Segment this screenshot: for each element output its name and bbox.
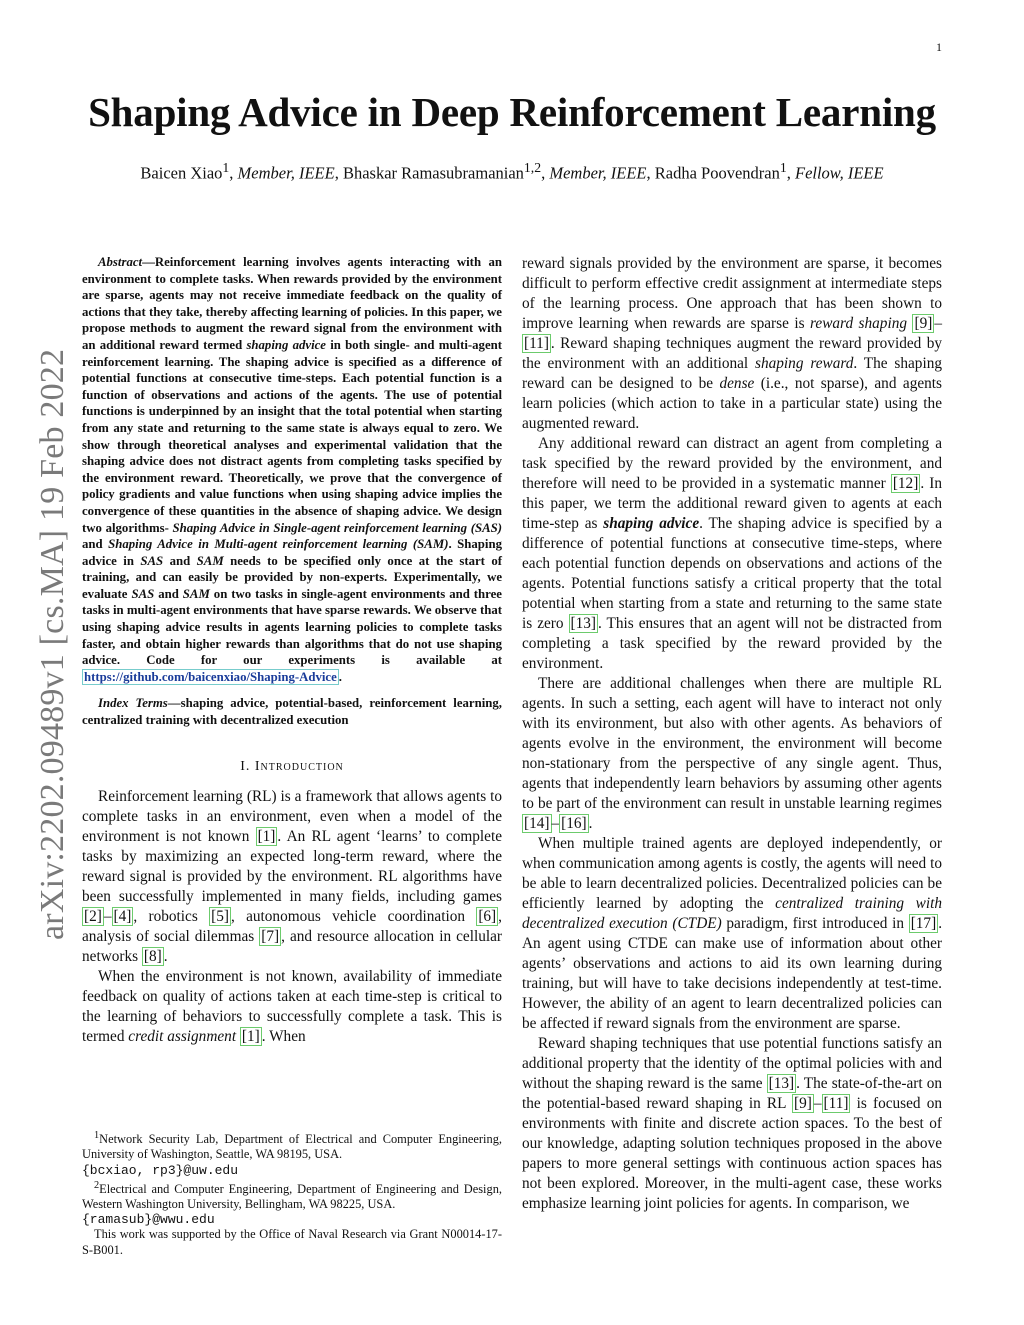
citation-link[interactable]: [12] [892, 475, 919, 492]
text: When multiple trained agents are deployed independently, or when communication among agents is costly, the agents will need to be able to learn decentralized policies. Decentralized policies can be efficiently learned by adopting the [522, 835, 942, 912]
text: – [813, 1095, 822, 1112]
abstract-emph: Shaping Advice in Multi-agent reinforcement learning (SAM) [108, 537, 449, 552]
text: – [103, 907, 112, 925]
abstract-emph: SAM [196, 553, 224, 568]
abstract-text: and [82, 537, 109, 552]
citation-link[interactable]: [11] [823, 1095, 849, 1112]
left-column [82, 254, 502, 1047]
citation-link[interactable]: [1] [241, 1027, 260, 1045]
abstract-text: and [163, 553, 197, 568]
index-terms-label: Index Terms [98, 696, 168, 711]
abstract-text: —Reinforcement learning involves agents interacting with an environment to complete tasks. When rewards provided by the environment are sparse, agents may not receive immediate feedback on the quality of actions that they take, thereby affecting learning of policies. In this paper, we propose methods to augment the reward signal from the environment with an additional reward termed [82, 255, 502, 352]
intro-paragraph-2 [82, 967, 502, 1047]
footnote-mark: 1 [94, 1130, 100, 1141]
abstract-emph: SAM [182, 586, 210, 601]
abstract-emph: shaping advice [246, 337, 326, 352]
text: , robotics [133, 907, 210, 925]
abstract-emph: SAS [140, 553, 164, 568]
intro-paragraph-1 [82, 787, 502, 967]
text: . The shaping reward can be designed to be [522, 355, 942, 392]
body-paragraph [522, 434, 942, 674]
index-terms-text: —shaping advice, potential-based, reinforcement learning, centralized training with decentralized execution [82, 696, 503, 728]
citation-link[interactable]: [14] [524, 815, 550, 832]
footnote-2 [82, 1178, 502, 1228]
index-terms [82, 695, 502, 728]
citation-link[interactable]: [5] [211, 907, 229, 925]
author-name: Baicen Xiao [140, 163, 223, 183]
emph-term: shaping advice [603, 515, 700, 532]
arxiv-stamp[interactable]: arXiv:2202.09489v1 [cs.MA] 19 Feb 2022 [34, 348, 71, 940]
footnotes [82, 1128, 502, 1258]
citation-link[interactable]: [6] [478, 907, 497, 925]
text: There are additional challenges when there are multiple RL agents. In such a setting, each agent will have to interact not only with its environment, but also with other agents. As behaviors of agents evolve in the environment, the environment will become non-stationary from the perspective of any single agent. Thus, agents that independently learn behaviors by assuming other agents to be part of the environment can result in unstable learning regimes [522, 675, 942, 812]
citation-link[interactable]: [9] [794, 1095, 812, 1112]
author-role: Member, IEEE [237, 163, 335, 183]
text: – [551, 815, 560, 832]
citation-link[interactable]: [9] [914, 315, 933, 332]
text: . The shaping advice is specified by a difference of potential functions at consecutive time-steps, where each potential function depends on observations and actions of the agents. Potential functions satisfy a critical property that the total potential when starting from a state and returning to the same state is zero [522, 515, 942, 632]
text: – [934, 315, 942, 332]
text: Reward shaping techniques that use potential functions satisfy an additional property that the identity of the optimal policies with and without the shaping reward is the same [522, 1035, 942, 1092]
abstract-text: . [338, 669, 342, 684]
text: . This ensures that an agent will not be distracted from completing a task specified by the reward provided by the environment. [522, 615, 942, 672]
footnote-mark: 2 [94, 1179, 100, 1191]
paper-title: Shaping Advice in Deep Reinforcement Learning [88, 89, 936, 135]
author-role: Member, IEEE [549, 163, 647, 183]
text: , and resource allocation in cellular networks [82, 927, 502, 965]
emph-term: centralized training with decentralized execution (CTDE) [522, 895, 942, 932]
emph-term: reward shaping [810, 315, 908, 332]
citation-link[interactable]: [16] [561, 815, 587, 832]
author-line: Baicen Xiao$^1$, Member, IEEE, Bhaskar Ramasubramanian$^{1,2}$, Member, IEEE, Radha Poovendran$^1$, Fellow, IEEE [140, 160, 884, 183]
abstract-text: in both single- and multi-agent reinforcement learning. The shaping advice is specified as a difference of potential functions at consecutive time-steps. Each potential function is a function of observations and actions of the agents. The use of potential functions is underpinned by an insight that the total potential when starting from any state and returning to the same state is always equal to zero. We show through theoretical analyses and experimental validation that the shaping advice does not distract agents from completing tasks specified by the environment reward. Theoretically, we prove that the convergence of policy gradients and value functions when using shaping advice implies the convergence of these quantities in the absence of shaping advice. We design two algorithms- [82, 337, 503, 535]
footnote-1 [82, 1128, 502, 1178]
email: {bcxiao, rp3}@uw.edu [82, 1162, 239, 1178]
text: . [163, 947, 168, 965]
email: {ramasub}@wwu.edu [82, 1212, 215, 1228]
citation-link[interactable]: [8] [143, 947, 162, 965]
text: . [588, 815, 593, 832]
emph-term: shaping reward [755, 355, 854, 372]
footnote-text: Electrical and Computer Engineering, Department of Engineering and Design, Western Washington University, Bellingham, WA 98225, USA. [82, 1181, 502, 1212]
affiliation-mark: 1,2 [523, 160, 542, 175]
citation-link[interactable]: [13] [570, 615, 597, 632]
text: paradigm, first introduced in [721, 915, 909, 932]
text: (i.e., not sparse), and agents learn policies (which action to take in a particular state) using the augmented reward. [522, 375, 942, 432]
author-role: Fellow, IEEE [794, 163, 884, 183]
page-number: 1 [936, 40, 942, 54]
affiliation-mark: 1 [779, 160, 787, 175]
abstract-emph: SAS [131, 586, 155, 601]
text: Reinforcement learning (RL) is a framework that allows agents to complete tasks in an environment, even when a model of the environment is not known [82, 787, 502, 845]
text: . The state-of-the-art on the potential-based reward shaping in RL [522, 1075, 942, 1112]
text: . An RL agent ‘learns’ to complete tasks by maximizing an expected long-term reward, where the reward signal is provided by the environment. RL algorithms have been successfully implemented in many fields, including games [82, 827, 502, 905]
text: . In this paper, we term the additional reward given to agents at each time-step as [522, 475, 942, 532]
emph-term: credit assignment [128, 1027, 237, 1045]
funding-note: This work was supported by the Office of Naval Research via Grant N00014-17-S-B001. [82, 1227, 502, 1257]
author-name: Bhaskar Ramasubramanian [342, 163, 524, 183]
citation-link[interactable]: [13] [768, 1075, 795, 1092]
text: When the environment is not known, availability of immediate feedback on quality of actions taken at each time-step is critical to the learning of behaviors to successfully complete a task. This is termed [82, 967, 502, 1045]
citation-link[interactable]: [7] [261, 927, 280, 945]
text: . Reward shaping techniques augment the reward provided by the environment with an additional [522, 335, 942, 372]
abstract-emph: Shaping Advice in Single-agent reinforcement learning (SAS) [172, 520, 502, 535]
abstract-text: needs to be specified only once at the start of training, and can easily be provided by non-experts. Experimentally, we evaluate [82, 553, 503, 601]
text: Any additional reward can distract an agent from completing a task specified by the reward provided by the environment, and therefore will need to be provided in a systematic manner [522, 435, 942, 492]
author-name: Radha Poovendran [654, 163, 780, 183]
right-column [522, 254, 942, 1214]
abstract-text: . Shaping advice in [82, 537, 502, 568]
citation-link[interactable]: [11] [524, 335, 549, 352]
citation-link[interactable]: [4] [113, 907, 132, 925]
footnote-text: Network Security Lab, Department of Electrical and Computer Engineering, University of Washington, Seattle, WA 98195, USA. [82, 1132, 502, 1162]
abstract [82, 254, 502, 685]
text: . When [261, 1027, 306, 1045]
citation-link[interactable]: [1] [257, 827, 276, 845]
body-paragraph [522, 834, 942, 1034]
text: , analysis of social dilemmas [82, 907, 502, 945]
affiliation-mark: 1 [222, 160, 230, 175]
abstract-text: on two tasks in single-agent environments and three tasks in multi-agent environments that have sparse rewards. We observe that using shaping advice results in agents learning policies to complete tasks faster, and obtain higher rewards than algorithms that do not use shaping advice. Code for our experiments is available at [82, 586, 502, 668]
abstract-label: Abstract [98, 255, 143, 269]
body-paragraph [522, 674, 942, 834]
section-heading: I. Introduction [240, 758, 344, 774]
code-link[interactable]: https://github.com/baicenxiao/Shaping-Advice [84, 669, 337, 684]
text: reward signals provided by the environment are sparse, it becomes difficult to perform effective credit assignment at intermediate steps of the learning process. One approach that has been shown to improve learning when rewards are sparse is [522, 255, 942, 332]
abstract-text: and [154, 586, 183, 601]
text: . An agent using CTDE can make use of information about other agents’ observations and actions to aid its own learning during training, but will have to take decisions independently at test-time. However, the ability of an agent to learn decentralized policies can be affected if reward signals from the environment are sparse. [522, 915, 943, 1032]
text: , autonomous vehicle coordination [230, 907, 477, 925]
citation-link[interactable]: [17] [910, 915, 937, 932]
body-paragraph [522, 1034, 942, 1214]
citation-link[interactable]: [2] [84, 907, 102, 925]
emph-term: dense [719, 375, 755, 392]
text: is focused on environments with finite and discrete action spaces. To the best of our knowledge, adapting solution techniques proposed in the above papers to more general settings with continuous action spaces has not been explored. Moreover, in the multi-agent case, these works emphasize learning joint policies for agents. In comparison, we [522, 1095, 943, 1212]
body-paragraph [522, 254, 942, 434]
